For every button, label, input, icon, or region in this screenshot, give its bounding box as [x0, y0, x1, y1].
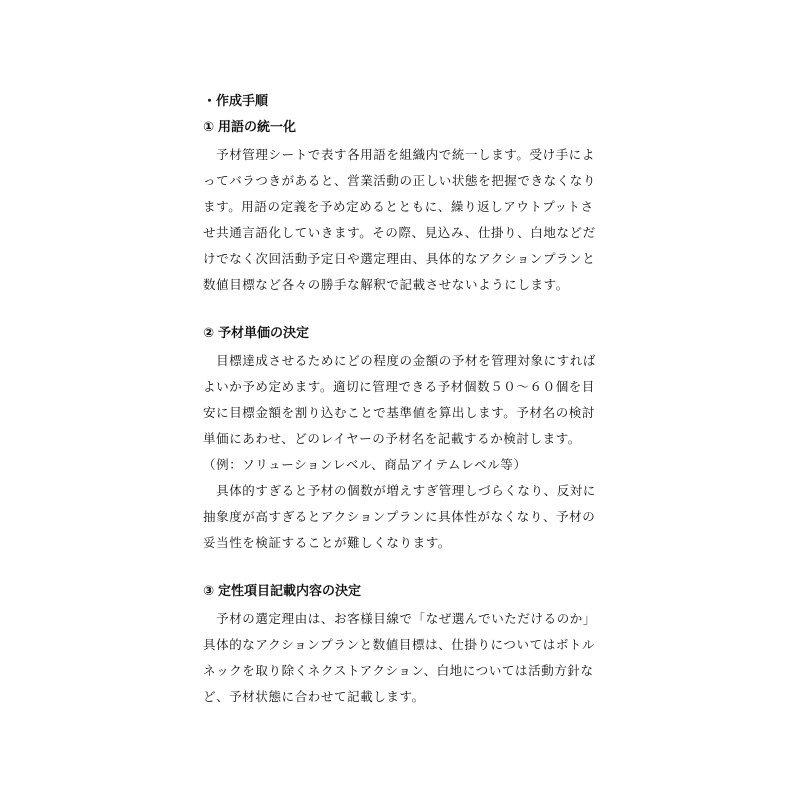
section-heading-text: 用語の統一化	[218, 120, 297, 135]
paragraph-line: 単価にあわせ、どのレイヤーの予材名を記載するか検討します。	[203, 431, 581, 446]
paragraph-line: 予材管理シートで表す各用語を組織内で統一します。受け手によ	[203, 147, 596, 162]
paragraph-line: 具体的なアクションプランと数値目標は、仕掛りについてはボトル	[203, 637, 596, 652]
section-terminology	[203, 118, 613, 298]
paragraph-line: せ共通言語化していきます。その際、見込み、仕掛り、白地などだ	[203, 225, 596, 240]
paragraph-line: 予材の選定理由は、お客様目線で「なぜ選んでいただけるのか」	[203, 611, 597, 626]
section-heading	[203, 324, 613, 344]
paragraph-line: ど、予材状態に合わせて記載します。	[203, 689, 425, 704]
section-spacer	[203, 298, 613, 324]
paragraph-line: 数値目標など各々の勝手な解釈で記載させないようにします。	[203, 277, 569, 292]
paragraph-line: 妥当性を検証することが難しくなります。	[203, 535, 451, 550]
paragraph-line: （例：ソリューションレベル、商品アイテムレベル等）	[203, 457, 527, 472]
section-qualitative-items	[203, 582, 613, 710]
paragraph-line: よいか予め定めます。適切に管理できる予材個数５０～６０個を目	[203, 379, 596, 394]
paragraph-line: ネックを取り除くネクストアクション、白地については活動方針な	[203, 663, 594, 678]
paragraph-line: 安に目標金額を割り込むことで基準値を算出します。予材名の検討	[203, 405, 596, 420]
document-title: ・作成手順	[203, 94, 269, 109]
paragraph-line: 具体的すぎると予材の個数が増えすぎ管理しづらくなり、反対に	[203, 483, 597, 498]
section-number: ③	[203, 584, 215, 599]
section-heading	[203, 118, 613, 138]
section-heading	[203, 582, 613, 602]
paragraph-line: けでなく次回活動予定日や選定理由、具体的なアクションプランと	[203, 251, 596, 266]
document-page	[203, 92, 613, 710]
paragraph-line: 抽象度が高すぎるとアクションプランに具体性がなくなり、予材の	[203, 509, 596, 524]
section-number: ②	[203, 326, 215, 341]
paragraph-line: 目標達成させるためにどの程度の金額の予材を管理対象にすれば	[203, 353, 597, 368]
section-heading-text: 定性項目記載内容の決定	[218, 584, 362, 599]
section-heading-text: 予材単価の決定	[218, 326, 310, 341]
paragraph-line: ます。用語の定義を予め定めるとともに、繰り返しアウトプットさ	[203, 199, 594, 214]
section-spacer	[203, 556, 613, 582]
section-number: ①	[203, 120, 215, 135]
paragraph-line: ってバラつきがあると、営業活動の正しい状態を把握できなくなり	[203, 173, 597, 188]
section-unit-price	[203, 324, 613, 556]
